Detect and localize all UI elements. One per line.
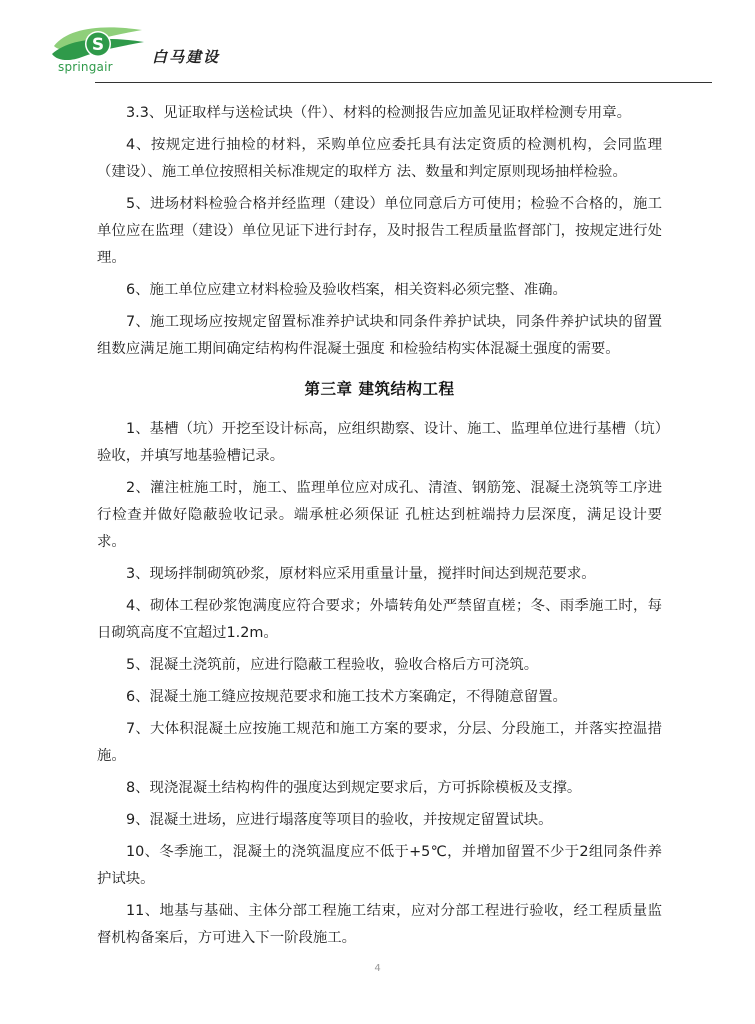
paragraph: 5、进场材料检验合格并经监理（建设）单位同意后方可使用；检验不合格的，施工单位应在监理（建设）单位见证下进行封存，及时报告工程质量监督部门，按规定进行处理。 [97, 196, 662, 266]
page-header [0, 0, 755, 90]
springair-logo [50, 24, 146, 80]
svg-text:S: S [91, 35, 105, 55]
paragraph: 4、砌体工程砂浆饱满度应符合要求；外墙转角处严禁留直槎；冬、雨季施工时，每日砌筑高度不宜超过1.2m。 [97, 598, 662, 641]
paragraph: 7、施工现场应按规定留置标准养护试块和同条件养护试块，同条件养护试块的留置组数应满足施工期间确定结构构件混凝土强度 和检验结构实体混凝土强度的需要。 [97, 314, 662, 357]
paragraph: 1、基槽（坑）开挖至设计标高，应组织勘察、设计、施工、监理单位进行基槽（坑）验收，并填写地基验槽记录。 [97, 421, 662, 464]
paragraph: 2、灌注桩施工时，施工、监理单位应对成孔、清渣、钢筋笼、混凝土浇筑等工序进行检查并做好隐蔽验收记录。端承桩必须保证 孔桩达到桩端持力层深度，满足设计要求。 [97, 480, 662, 550]
paragraph: 11、地基与基础、主体分部工程施工结束，应对分部工程进行验收，经工程质量监督机构备案后，方可进入下一阶段施工。 [97, 903, 662, 946]
paragraph: 3、现场拌制砌筑砂浆，原材料应采用重量计量，搅拌时间达到规范要求。 [126, 566, 596, 582]
leaf-logo-icon [50, 24, 146, 64]
page-number: 4 [374, 963, 381, 974]
paragraph: 6、混凝土施工缝应按规范要求和施工技术方案确定，不得随意留置。 [126, 689, 567, 705]
chapter-title: 第三章 建筑结构工程 [304, 380, 455, 398]
paragraph: 6、施工单位应建立材料检验及验收档案，相关资料必须完整、准确。 [126, 282, 567, 298]
paragraph: 9、混凝土进场，应进行塌落度等项目的验收，并按规定留置试块。 [126, 812, 553, 828]
company-name: 白马建设 [152, 48, 221, 66]
paragraph: 3.3、见证取样与送检试块（件）、材料的检测报告应加盖见证取样检测专用章。 [126, 105, 631, 121]
paragraph: 10、冬季施工，混凝土的浇筑温度应不低于+5℃，并增加留置不少于2组同条件养护试块。 [97, 844, 662, 887]
paragraph: 8、现浇混凝土结构构件的强度达到规定要求后，方可拆除模板及支撑。 [126, 780, 582, 796]
header-divider [95, 82, 712, 83]
logo-wordmark: springair [58, 60, 113, 74]
paragraph: 5、混凝土浇筑前，应进行隐蔽工程验收，验收合格后方可浇筑。 [126, 657, 539, 673]
paragraph: 7、大体积混凝土应按施工规范和施工方案的要求，分层、分段施工，并落实控温措施。 [97, 721, 662, 764]
paragraph: 4、按规定进行抽检的材料，采购单位应委托具有法定资质的检测机构，会同监理（建设）、施工单位按照相关标准规定的取样方 法、数量和判定原则现场抽样检验。 [97, 137, 662, 180]
document-body [97, 100, 662, 952]
